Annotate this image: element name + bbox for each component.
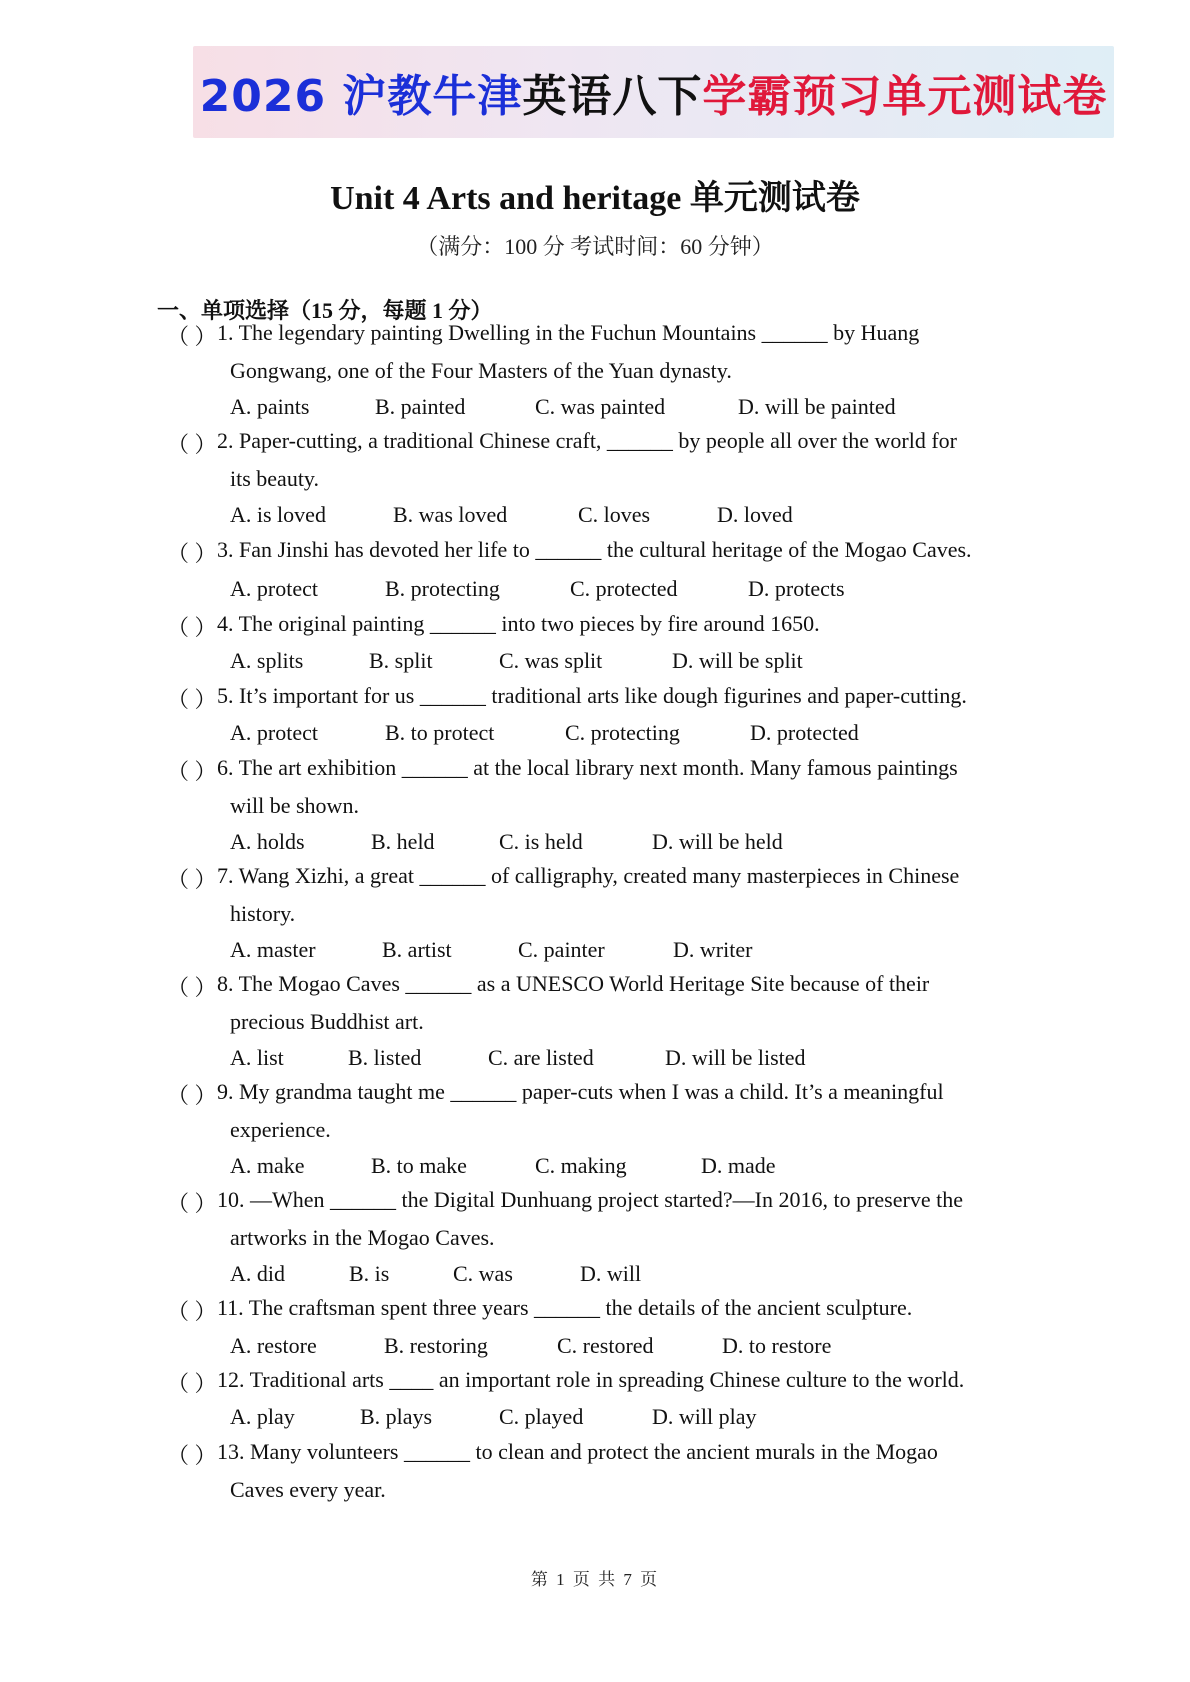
- answer-option: C. was painted: [535, 394, 666, 419]
- answer-option: C. restored: [557, 1333, 654, 1358]
- answer-blank: （ ）: [167, 975, 217, 1000]
- answer-option: D. will: [580, 1261, 642, 1286]
- question-text-continued: will be shown.: [230, 793, 359, 818]
- answer-option: B. is: [349, 1261, 390, 1286]
- answer-option: C. was split: [499, 648, 603, 673]
- answer-option: D. loved: [717, 502, 793, 527]
- answer-option: D. will play: [652, 1404, 757, 1429]
- answer-option: B. painted: [375, 394, 466, 419]
- question-text-continued: precious Buddhist art.: [230, 1009, 424, 1034]
- answer-option: D. protects: [748, 576, 845, 601]
- question-text: 4. The original painting ______ into two pieces by fire around 1650.: [217, 611, 820, 636]
- question-text: 5. It’s important for us ______ traditional arts like dough figurines and paper-cutting.: [217, 683, 967, 708]
- answer-option: B. split: [369, 648, 433, 673]
- banner-part-1: 2026 沪教牛津: [199, 71, 523, 122]
- question-text: 8. The Mogao Caves ______ as a UNESCO World Heritage Site because of their: [217, 971, 930, 996]
- answer-option: A. is loved: [230, 502, 326, 527]
- answer-option: C. protected: [570, 576, 678, 601]
- page-footer: 第 1 页 共 7 页: [530, 1570, 660, 1589]
- answer-blank: （ ）: [167, 1299, 217, 1324]
- answer-option: C. was: [453, 1261, 513, 1286]
- question-text: 2. Paper-cutting, a traditional Chinese craft, ______ by people all over the world for: [217, 428, 958, 453]
- question-text-continued: Caves every year.: [230, 1477, 386, 1502]
- answer-blank: （ ）: [167, 324, 217, 349]
- answer-option: C. making: [535, 1153, 627, 1178]
- answer-option: C. is held: [499, 829, 583, 854]
- answer-option: A. did: [230, 1261, 285, 1286]
- answer-option: B. restoring: [384, 1333, 488, 1358]
- question-text-continued: Gongwang, one of the Four Masters of the Yuan dynasty.: [230, 358, 732, 383]
- answer-option: A. paints: [230, 394, 310, 419]
- question-text: 9. My grandma taught me ______ paper-cuts when I was a child. It’s a meaningful: [217, 1079, 944, 1104]
- question-text: 12. Traditional arts ____ an important role in spreading Chinese culture to the world.: [217, 1367, 965, 1392]
- question-text-continued: its beauty.: [230, 466, 319, 491]
- answer-blank: （ ）: [167, 615, 217, 640]
- header-banner: [193, 46, 1114, 138]
- answer-blank: （ ）: [167, 1083, 217, 1108]
- answer-option: B. plays: [360, 1404, 433, 1429]
- exam-info: （满分：100 分 考试时间：60 分钟）: [416, 234, 774, 259]
- answer-blank: （ ）: [167, 541, 217, 566]
- page-title: Unit 4 Arts and heritage 单元测试卷: [330, 180, 860, 217]
- answer-option: A. holds: [230, 829, 305, 854]
- question-text-continued: experience.: [230, 1117, 331, 1142]
- answer-option: B. listed: [348, 1045, 422, 1070]
- answer-blank: （ ）: [167, 687, 217, 712]
- banner-part-3: 学霸预习单元测试卷: [702, 71, 1108, 122]
- answer-blank: （ ）: [167, 1443, 217, 1468]
- question-text: 13. Many volunteers ______ to clean and protect the ancient murals in the Mogao: [217, 1439, 938, 1464]
- answer-option: C. loves: [578, 502, 651, 527]
- answer-option: B. held: [371, 829, 435, 854]
- answer-blank: （ ）: [167, 759, 217, 784]
- answer-option: B. was loved: [393, 502, 508, 527]
- answer-option: A. protect: [230, 576, 318, 601]
- answer-option: A. master: [230, 937, 316, 962]
- answer-blank: （ ）: [167, 1191, 217, 1216]
- answer-blank: （ ）: [167, 1371, 217, 1396]
- answer-option: A. restore: [230, 1333, 317, 1358]
- answer-option: D. will be listed: [665, 1045, 806, 1070]
- answer-option: B. artist: [382, 937, 452, 962]
- banner-part-2: 英语八下: [522, 71, 703, 122]
- answer-option: D. will be painted: [738, 394, 896, 419]
- answer-option: B. to make: [371, 1153, 467, 1178]
- question-text: 6. The art exhibition ______ at the local library next month. Many famous paintings: [217, 755, 958, 780]
- question-text: 1. The legendary painting Dwelling in the Fuchun Mountains ______ by Huang: [217, 320, 920, 345]
- question-text: 10. —When ______ the Digital Dunhuang project started?—In 2016, to preserve the: [217, 1187, 963, 1212]
- question-text-continued: history.: [230, 901, 296, 926]
- answer-option: A. play: [230, 1404, 295, 1429]
- answer-option: D. protected: [750, 720, 859, 745]
- answer-option: A. make: [230, 1153, 305, 1178]
- answer-blank: （ ）: [167, 432, 217, 457]
- answer-option: D. to restore: [722, 1333, 832, 1358]
- question-text: 11. The craftsman spent three years ______ the details of the ancient sculpture.: [217, 1295, 913, 1320]
- answer-option: D. writer: [673, 937, 753, 962]
- question-text: 3. Fan Jinshi has devoted her life to ______ the cultural heritage of the Mogao Caves.: [217, 537, 972, 562]
- answer-option: A. splits: [230, 648, 304, 673]
- question-text: 7. Wang Xizhi, a great ______ of calligraphy, created many masterpieces in Chinese: [217, 863, 960, 888]
- question-text-continued: artworks in the Mogao Caves.: [230, 1225, 495, 1250]
- section-heading: 一、单项选择（15 分，每题 1 分）: [157, 298, 493, 323]
- answer-option: D. will be split: [672, 648, 803, 673]
- answer-option: C. are listed: [488, 1045, 594, 1070]
- answer-option: A. protect: [230, 720, 318, 745]
- answer-option: C. protecting: [565, 720, 680, 745]
- answer-blank: （ ）: [167, 867, 217, 892]
- answer-option: D. made: [701, 1153, 776, 1178]
- answer-option: C. painter: [518, 937, 605, 962]
- answer-option: D. will be held: [652, 829, 783, 854]
- answer-option: C. played: [499, 1404, 584, 1429]
- answer-option: A. list: [230, 1045, 284, 1070]
- answer-option: B. to protect: [385, 720, 495, 745]
- answer-option: B. protecting: [385, 576, 500, 601]
